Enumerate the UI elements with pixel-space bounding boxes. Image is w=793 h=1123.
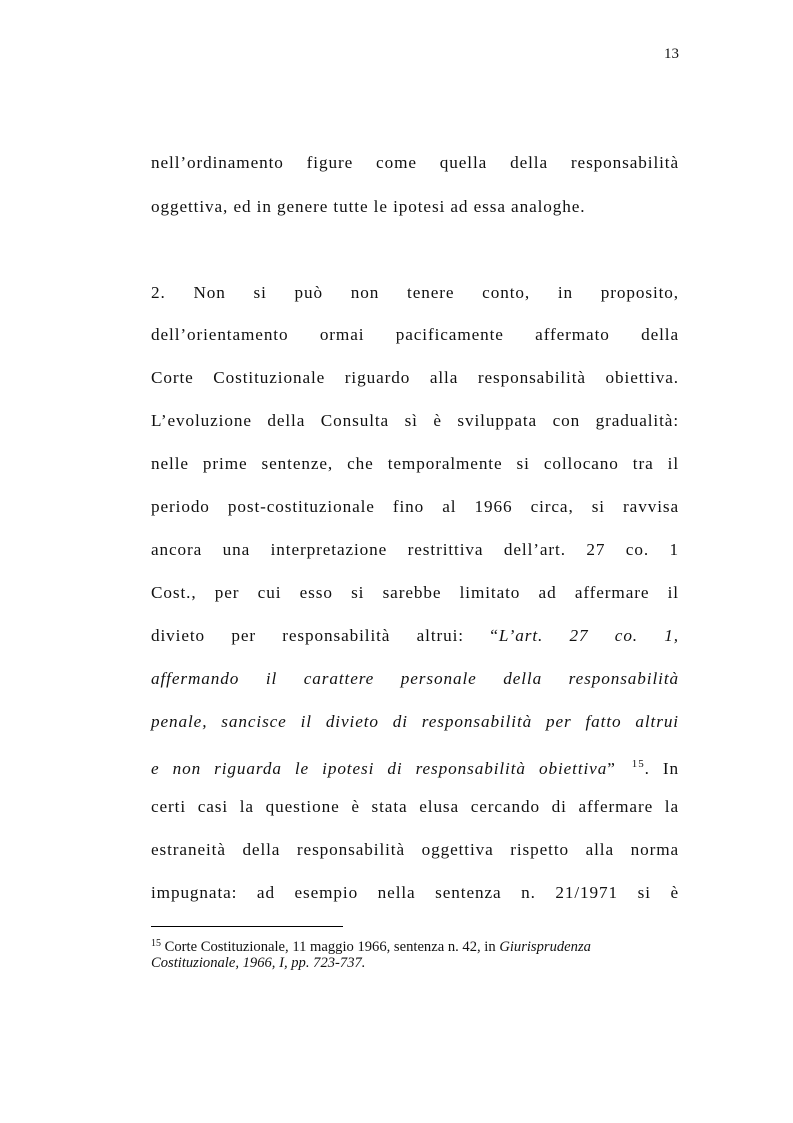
- text-line: estraneità della responsabilità oggettiva rispetto alla norma: [151, 840, 679, 859]
- quote-line: affermando il carattere personale della responsabilità: [151, 669, 679, 688]
- footnote-continuation: Costituzionale, 1966, I, pp. 723-737.: [151, 955, 366, 971]
- text-line: certi casi la questione è stata elusa cercando di affermare la: [151, 797, 679, 816]
- plain-text: divieto per responsabilità altrui: “: [151, 626, 499, 645]
- text-line: dell’orientamento ormai pacificamente affermato della: [151, 325, 679, 344]
- footnote-divider: [151, 926, 343, 927]
- footnote-reference[interactable]: 15: [631, 758, 645, 770]
- text-line: L’evoluzione della Consulta sì è sviluppata con gradualità:: [151, 411, 679, 430]
- quote-text: e non riguarda le ipotesi di responsabilità obiettiva: [151, 759, 608, 778]
- text-line: ancora una interpretazione restrittiva dell’art. 27 co. 1: [151, 540, 679, 559]
- quote-text: L’art. 27 co. 1,: [498, 626, 679, 645]
- footnote-marker: 15: [151, 938, 161, 949]
- section-start-line: 2. Non si può non tenere conto, in proposito,: [151, 283, 679, 302]
- text-line: oggettiva, ed in genere tutte le ipotesi ad essa analoghe.: [151, 197, 586, 216]
- footnote-source: Giurisprudenza: [499, 939, 591, 955]
- quote-line: penale, sancisce il divieto di responsabilità per fatto altrui: [151, 712, 679, 731]
- text-line-with-quote: [151, 625, 679, 647]
- close-quote: ”: [607, 759, 629, 778]
- text-line-with-footnote-ref: [151, 753, 679, 780]
- page-number: 13: [664, 46, 679, 62]
- text-line: periodo post-costituzionale fino al 1966 circa, si ravvisa: [151, 497, 679, 516]
- text-line: Cost., per cui esso si sarebbe limitato ad affermare il: [151, 583, 679, 602]
- text-line: Corte Costituzionale riguardo alla responsabilità obiettiva.: [151, 368, 679, 387]
- text-line: impugnata: ad esempio nella sentenza n. 21/1971 si è: [151, 883, 679, 902]
- footnote-text: Corte Costituzionale, 11 maggio 1966, sentenza n. 42, in: [161, 939, 500, 955]
- plain-text: . In: [644, 759, 679, 778]
- text-line: nell’ordinamento figure come quella della responsabilità: [151, 153, 679, 172]
- text-line: nelle prime sentenze, che temporalmente si collocano tra il: [151, 454, 679, 473]
